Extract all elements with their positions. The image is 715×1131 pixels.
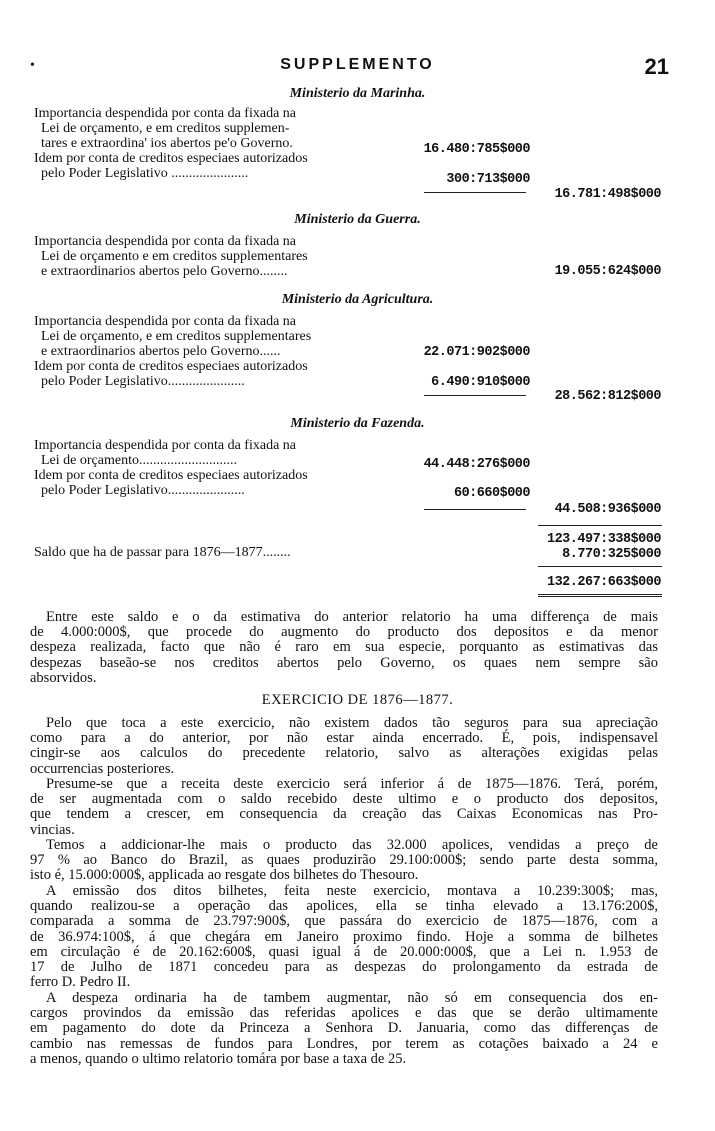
agricultura-line-2: Lei de orçamento, e em creditos supplementares: [34, 329, 312, 344]
page-number: 21: [644, 54, 669, 79]
grand-total-double-rule: [538, 594, 662, 597]
fazenda-rule: [424, 509, 526, 510]
paragraph-despeza: [30, 991, 658, 1067]
marinha-line-4: Idem por conta de creditos especiaes autorizados: [34, 151, 308, 166]
saldo-label: Saldo que ha de passar para 1876—1877........: [34, 545, 291, 560]
fazenda-amount-1: 44.448:276$000: [423, 457, 530, 472]
para6-line-3: em pagamento do dote da Princeza a Senhora D. Januaria, como das differenças de: [30, 1020, 658, 1037]
para1-line-1: Entre este saldo e o da estimativa do anterior relatorio ha uma differença de mais: [46, 609, 658, 625]
para5-line-1: A emissão dos ditos bilhetes, feita neste exercicio, montava a 10.239:300$; mas,: [46, 883, 658, 899]
paragraph-saldo-comparison: [30, 610, 658, 686]
para2-line-3: cingir-se aos calculos do precedente relatorio, salvo as alterações exigidas pelas: [30, 745, 658, 762]
agricultura-line-4: Idem por conta de creditos especiaes autorizados: [34, 359, 308, 374]
grand-total-rule-top: [538, 566, 662, 567]
marinha-line-2: Lei de orçamento, e em creditos supplemen-: [34, 121, 290, 136]
agricultura-rule: [424, 395, 526, 396]
section-title-marinha: Ministerio da Marinha.: [289, 86, 426, 101]
marinha-line-5: pelo Poder Legislativo ......................: [34, 166, 249, 181]
saldo-amount: 8.770:325$000: [562, 547, 661, 562]
subtotal-rule: [538, 525, 662, 526]
header-mark: •: [30, 58, 35, 73]
para3-line-3: que tendem a crescer, em consequencia da creação das Caixas Economicas nas Pro-: [30, 806, 658, 823]
para3-line-1: Presume-se que a receita deste exercicio será inferior á de 1875—1876. Terá, porém,: [46, 776, 658, 792]
para6-line-1: A despeza ordinaria ha de tambem augmentar, não só em consequencia dos en-: [46, 990, 658, 1006]
para6-line-2: cargos provindos da emissão das referidas apolices e das que se derão ultimamente: [30, 1005, 658, 1022]
section-title-fazenda: Ministerio da Fazenda.: [290, 416, 425, 431]
guerra-total: 19.055:624$000: [554, 264, 661, 279]
para1-line-4: despezas baseão-se nos creditos abertos pelo Governo, os quaes nem sempre são: [30, 654, 658, 671]
marinha-line-3: tares e extraordina' ios abertos pe'o Governo.: [34, 136, 293, 151]
agricultura-amount-2: 6.490:910$000: [431, 375, 530, 390]
para2-line-4: occurrencias posteriores.: [30, 760, 175, 777]
para5-line-5: em circulação é de 20.162:600$, quasi igual á de 20.000:000$, que a Lei n. 1.953 de: [30, 943, 658, 960]
guerra-line-2: Lei de orçamento e em creditos supplementares: [34, 249, 308, 264]
para5-line-7: ferro D. Pedro II.: [30, 974, 131, 991]
para1-line-2: de 4.000:000$, que procede do augmento do producto dos depositos e da menor: [30, 624, 658, 641]
para5-line-4: de 36.974:100$, á que chegára em Janeiro proximo findo. Hoje a somma de bilhetes: [30, 928, 658, 945]
subtotal-amount: 123.497:338$000: [546, 532, 661, 547]
para1-line-3: despeza realizada, facto que não é raro em sua especie, porquanto as estimativas das: [30, 639, 658, 656]
marinha-rule: [424, 192, 526, 193]
fazenda-line-1: Importancia despendida por conta da fixada na: [34, 438, 297, 453]
para3-line-4: vincias.: [30, 821, 75, 838]
para1-line-5: absorvidos.: [30, 669, 97, 686]
para6-line-5: a menos, quando o ultimo relatorio tomára por base a taxa de 25.: [30, 1050, 407, 1067]
paragraph-bilhetes: [30, 884, 658, 990]
para4-line-1: Temos a addicionar-lhe mais o producto das 32.000 apolices, vendidas a preço de: [46, 837, 658, 853]
guerra-line-1: Importancia despendida por conta da fixada na: [34, 234, 297, 249]
marinha-line-1: Importancia despendida por conta da fixada na: [34, 106, 297, 121]
para2-line-1: Pelo que toca a este exercicio, não existem dados tão seguros para sua apreciação: [46, 715, 658, 731]
para4-line-3: isto é, 15.000:000$, applicada ao resgate dos bilhetes do Thesouro.: [30, 867, 419, 884]
para6-line-4: cambio nas remessas de fundos para Londres, por terem as cotações baixado a 24 e: [30, 1035, 658, 1052]
agricultura-amount-1: 22.071:902$000: [423, 345, 530, 360]
fazenda-line-4: pelo Poder Legislativo......................: [34, 483, 245, 498]
section-title-guerra: Ministerio da Guerra.: [294, 212, 421, 227]
fazenda-line-3: Idem por conta de creditos especiaes autorizados: [34, 468, 308, 483]
para4-line-2: 97 % ao Banco do Brazil, as quaes produzirão 29.100:000$; sendo parte desta somma,: [30, 852, 658, 869]
agricultura-line-1: Importancia despendida por conta da fixada na: [34, 314, 297, 329]
agricultura-total: 28.562:812$000: [554, 389, 661, 404]
paragraph-apolices: [30, 838, 658, 884]
paragraph-receita: [30, 777, 658, 838]
agricultura-line-5: pelo Poder Legislativo......................: [34, 374, 245, 389]
marinha-total: 16.781:498$000: [554, 187, 661, 202]
grand-total-amount: 132.267:663$000: [546, 575, 661, 590]
section-title-agricultura: Ministerio da Agricultura.: [281, 292, 434, 307]
para2-line-2: como para a do anterior, por não estar ainda encerrado. É, pois, indispensavel: [30, 730, 658, 747]
fazenda-line-2: Lei de orçamento............................: [34, 453, 237, 468]
marinha-amount-2: 300:713$000: [446, 172, 530, 187]
para5-line-6: 17 de Julho de 1871 concedeu para as despezas do prolongamento da estrada de: [30, 959, 658, 976]
para5-line-2: quando realizou-se a operação das apolices, ella se tinha elevado a 13.176:200$,: [30, 898, 658, 915]
agricultura-line-3: e extraordinarios abertos pelo Governo......: [34, 344, 281, 359]
fazenda-total: 44.508:936$000: [554, 502, 661, 517]
marinha-amount-1: 16.480:785$000: [423, 142, 530, 157]
exercise-title: EXERCICIO DE 1876—1877.: [261, 692, 454, 708]
guerra-line-3: e extraordinarios abertos pelo Governo........: [34, 264, 288, 279]
paragraph-exercise-data: [30, 716, 658, 777]
para3-line-2: de ser augmentada com o saldo recebido deste ultimo e o producto dos depositos,: [30, 791, 658, 808]
fazenda-amount-2: 60:660$000: [453, 486, 530, 501]
para5-line-3: comparada a somma de 23.797:900$, que passára do exercicio de 1875—1876, com a: [30, 913, 658, 930]
page-header-title: SUPPLEMENTO: [280, 56, 435, 73]
